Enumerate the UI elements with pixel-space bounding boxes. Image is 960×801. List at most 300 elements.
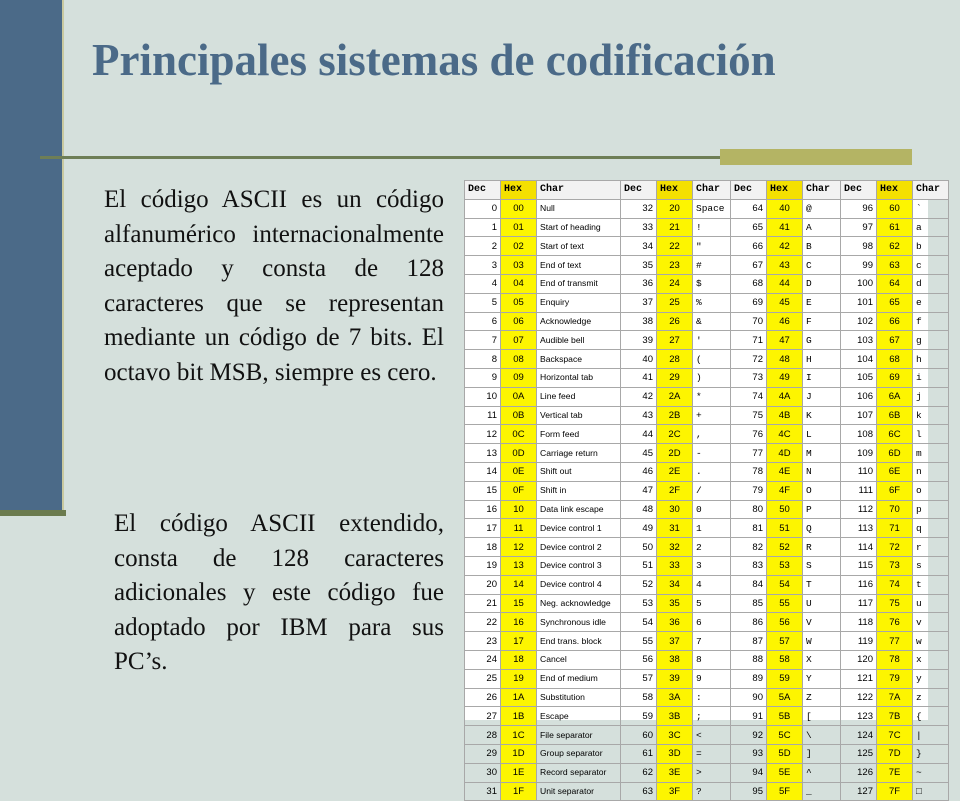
hex-cell: 4A [767, 387, 803, 406]
dec-cell: 90 [731, 688, 767, 707]
char-cell: / [693, 481, 731, 500]
dec-cell: 110 [841, 462, 877, 481]
char-cell: } [913, 744, 949, 763]
hex-cell: 14 [501, 575, 537, 594]
hex-cell: 03 [501, 256, 537, 275]
hex-cell: 26 [657, 312, 693, 331]
hex-cell: 29 [657, 368, 693, 387]
table-row [465, 481, 949, 500]
hex-cell: 7F [877, 782, 913, 801]
hex-cell: 38 [657, 650, 693, 669]
dec-cell: 124 [841, 726, 877, 745]
hex-cell: 57 [767, 632, 803, 651]
char-cell: a [913, 218, 949, 237]
dec-cell: 95 [731, 782, 767, 801]
hex-cell: 5E [767, 763, 803, 782]
dec-cell: 27 [465, 707, 501, 726]
table-row [465, 519, 949, 538]
hex-cell: 3E [657, 763, 693, 782]
char-cell: [ [803, 707, 841, 726]
dec-cell: 96 [841, 199, 877, 218]
dec-cell: 104 [841, 350, 877, 369]
char-cell: z [913, 688, 949, 707]
char-cell: Record separator [537, 763, 621, 782]
dec-cell: 102 [841, 312, 877, 331]
hex-cell: 3B [657, 707, 693, 726]
hex-cell: 56 [767, 613, 803, 632]
dec-cell: 89 [731, 669, 767, 688]
table-row [465, 425, 949, 444]
char-cell: * [693, 387, 731, 406]
dec-cell: 33 [621, 218, 657, 237]
char-cell: u [913, 594, 949, 613]
char-cell: m [913, 444, 949, 463]
char-cell: . [693, 462, 731, 481]
hex-cell: 30 [657, 500, 693, 519]
hex-cell: 3A [657, 688, 693, 707]
char-cell: 9 [693, 669, 731, 688]
dec-cell: 91 [731, 707, 767, 726]
hex-cell: 60 [877, 199, 913, 218]
dec-cell: 126 [841, 763, 877, 782]
hex-cell: 7A [877, 688, 913, 707]
hex-cell: 2D [657, 444, 693, 463]
char-cell: : [693, 688, 731, 707]
hex-cell: 01 [501, 218, 537, 237]
dec-cell: 8 [465, 350, 501, 369]
char-cell: ! [693, 218, 731, 237]
char-cell: N [803, 462, 841, 481]
hex-cell: 08 [501, 350, 537, 369]
dec-cell: 13 [465, 444, 501, 463]
char-cell: 1 [693, 519, 731, 538]
char-cell: y [913, 669, 949, 688]
char-cell: Q [803, 519, 841, 538]
hex-cell: 34 [657, 575, 693, 594]
char-cell: p [913, 500, 949, 519]
dec-cell: 60 [621, 726, 657, 745]
char-cell: b [913, 237, 949, 256]
dec-cell: 29 [465, 744, 501, 763]
dec-cell: 35 [621, 256, 657, 275]
char-cell: - [693, 444, 731, 463]
char-cell: 4 [693, 575, 731, 594]
dec-cell: 48 [621, 500, 657, 519]
char-cell: > [693, 763, 731, 782]
header-dec: Dec [621, 181, 657, 200]
hex-cell: 44 [767, 274, 803, 293]
char-cell: Null [537, 199, 621, 218]
dec-cell: 105 [841, 368, 877, 387]
hex-cell: 46 [767, 312, 803, 331]
char-cell: Device control 1 [537, 519, 621, 538]
hex-cell: 3D [657, 744, 693, 763]
dec-cell: 74 [731, 387, 767, 406]
header-char: Char [537, 181, 621, 200]
dec-cell: 84 [731, 575, 767, 594]
char-cell: w [913, 632, 949, 651]
char-cell: F [803, 312, 841, 331]
hex-cell: 52 [767, 538, 803, 557]
char-cell: Substitution [537, 688, 621, 707]
table-row [465, 406, 949, 425]
dec-cell: 59 [621, 707, 657, 726]
dec-cell: 103 [841, 331, 877, 350]
char-cell: _ [803, 782, 841, 801]
hex-cell: 66 [877, 312, 913, 331]
hex-cell: 70 [877, 500, 913, 519]
char-cell: K [803, 406, 841, 425]
char-cell: Z [803, 688, 841, 707]
dec-cell: 42 [621, 387, 657, 406]
hex-cell: 77 [877, 632, 913, 651]
char-cell: ] [803, 744, 841, 763]
dec-cell: 14 [465, 462, 501, 481]
hex-cell: 18 [501, 650, 537, 669]
char-cell: Start of text [537, 237, 621, 256]
table-row [465, 782, 949, 801]
char-cell: I [803, 368, 841, 387]
char-cell: H [803, 350, 841, 369]
char-cell: Shift in [537, 481, 621, 500]
table-row [465, 387, 949, 406]
char-cell: ( [693, 350, 731, 369]
dec-cell: 63 [621, 782, 657, 801]
char-cell: { [913, 707, 949, 726]
hex-cell: 5F [767, 782, 803, 801]
table-row [465, 594, 949, 613]
char-cell: End of transmit [537, 274, 621, 293]
dec-cell: 127 [841, 782, 877, 801]
dec-cell: 76 [731, 425, 767, 444]
hex-cell: 2B [657, 406, 693, 425]
hex-cell: 65 [877, 293, 913, 312]
char-cell: Escape [537, 707, 621, 726]
hex-cell: 76 [877, 613, 913, 632]
table-row [465, 707, 949, 726]
table-row [465, 368, 949, 387]
dec-cell: 82 [731, 538, 767, 557]
dec-cell: 72 [731, 350, 767, 369]
char-cell: 3 [693, 556, 731, 575]
char-cell: < [693, 726, 731, 745]
char-cell: i [913, 368, 949, 387]
table-row [465, 500, 949, 519]
char-cell: s [913, 556, 949, 575]
hex-cell: 62 [877, 237, 913, 256]
ascii-table [464, 180, 949, 801]
dec-cell: 101 [841, 293, 877, 312]
hex-cell: 54 [767, 575, 803, 594]
hex-cell: 0A [501, 387, 537, 406]
dec-cell: 31 [465, 782, 501, 801]
char-cell: End trans. block [537, 632, 621, 651]
dec-cell: 79 [731, 481, 767, 500]
char-cell: S [803, 556, 841, 575]
header-hex: Hex [657, 181, 693, 200]
dec-cell: 45 [621, 444, 657, 463]
dec-cell: 116 [841, 575, 877, 594]
dec-cell: 47 [621, 481, 657, 500]
char-cell: 8 [693, 650, 731, 669]
char-cell: File separator [537, 726, 621, 745]
hex-cell: 6D [877, 444, 913, 463]
char-cell: Y [803, 669, 841, 688]
table-row [465, 538, 949, 557]
dec-cell: 88 [731, 650, 767, 669]
dec-cell: 123 [841, 707, 877, 726]
char-cell: 2 [693, 538, 731, 557]
char-cell: 0 [693, 500, 731, 519]
hex-cell: 2C [657, 425, 693, 444]
hex-cell: 28 [657, 350, 693, 369]
char-cell: P [803, 500, 841, 519]
hex-cell: 05 [501, 293, 537, 312]
dec-cell: 9 [465, 368, 501, 387]
hex-cell: 0D [501, 444, 537, 463]
dec-cell: 92 [731, 726, 767, 745]
dec-cell: 122 [841, 688, 877, 707]
table-row [465, 312, 949, 331]
char-cell: A [803, 218, 841, 237]
char-cell: Line feed [537, 387, 621, 406]
hex-cell: 04 [501, 274, 537, 293]
hex-cell: 19 [501, 669, 537, 688]
slide-title: Principales sistemas de codificación [92, 35, 776, 85]
char-cell: V [803, 613, 841, 632]
char-cell: 5 [693, 594, 731, 613]
dec-cell: 39 [621, 331, 657, 350]
hex-cell: 79 [877, 669, 913, 688]
hex-cell: 36 [657, 613, 693, 632]
dec-cell: 23 [465, 632, 501, 651]
table-row [465, 293, 949, 312]
char-cell: g [913, 331, 949, 350]
char-cell: Carriage return [537, 444, 621, 463]
dec-cell: 58 [621, 688, 657, 707]
char-cell: o [913, 481, 949, 500]
hex-cell: 10 [501, 500, 537, 519]
char-cell: q [913, 519, 949, 538]
dec-cell: 121 [841, 669, 877, 688]
hex-cell: 1B [501, 707, 537, 726]
char-cell: E [803, 293, 841, 312]
dec-cell: 11 [465, 406, 501, 425]
hex-cell: 11 [501, 519, 537, 538]
dec-cell: 10 [465, 387, 501, 406]
char-cell: □ [913, 782, 949, 801]
char-cell: $ [693, 274, 731, 293]
char-cell: J [803, 387, 841, 406]
dec-cell: 106 [841, 387, 877, 406]
char-cell: O [803, 481, 841, 500]
dec-cell: 108 [841, 425, 877, 444]
hex-cell: 25 [657, 293, 693, 312]
hex-cell: 12 [501, 538, 537, 557]
table-row [465, 669, 949, 688]
char-cell: ` [913, 199, 949, 218]
hex-cell: 50 [767, 500, 803, 519]
header-char: Char [913, 181, 949, 200]
char-cell: Space [693, 199, 731, 218]
hex-cell: 13 [501, 556, 537, 575]
dec-cell: 125 [841, 744, 877, 763]
dec-cell: 56 [621, 650, 657, 669]
hex-cell: 0B [501, 406, 537, 425]
char-cell: Data link escape [537, 500, 621, 519]
table-row [465, 350, 949, 369]
dec-cell: 21 [465, 594, 501, 613]
hex-cell: 40 [767, 199, 803, 218]
dec-cell: 37 [621, 293, 657, 312]
hex-cell: 5D [767, 744, 803, 763]
dec-cell: 3 [465, 256, 501, 275]
char-cell: Synchronous idle [537, 613, 621, 632]
hex-cell: 1E [501, 763, 537, 782]
hex-cell: 3F [657, 782, 693, 801]
hex-cell: 7C [877, 726, 913, 745]
dec-cell: 16 [465, 500, 501, 519]
dec-cell: 17 [465, 519, 501, 538]
hex-cell: 55 [767, 594, 803, 613]
hex-cell: 06 [501, 312, 537, 331]
table-row [465, 744, 949, 763]
dec-cell: 57 [621, 669, 657, 688]
char-cell: 6 [693, 613, 731, 632]
table-row [465, 256, 949, 275]
extended-ascii-description: El código ASCII extendido, consta de 128 caracteres adicionales y este código fue adoptado por IBM para sus PC’s. [114, 510, 444, 675]
hex-cell: 35 [657, 594, 693, 613]
hex-cell: 78 [877, 650, 913, 669]
char-cell: Audible bell [537, 331, 621, 350]
hex-cell: 1A [501, 688, 537, 707]
char-cell: ' [693, 331, 731, 350]
hex-cell: 6E [877, 462, 913, 481]
dec-cell: 68 [731, 274, 767, 293]
hex-cell: 32 [657, 538, 693, 557]
header-hex: Hex [877, 181, 913, 200]
dec-cell: 46 [621, 462, 657, 481]
char-cell: Enquiry [537, 293, 621, 312]
hex-cell: 4C [767, 425, 803, 444]
dec-cell: 6 [465, 312, 501, 331]
ascii-table-body [465, 199, 949, 801]
dec-cell: 15 [465, 481, 501, 500]
hex-cell: 07 [501, 331, 537, 350]
hex-cell: 61 [877, 218, 913, 237]
dec-cell: 73 [731, 368, 767, 387]
char-cell: x [913, 650, 949, 669]
hex-cell: 2E [657, 462, 693, 481]
hex-cell: 7D [877, 744, 913, 763]
dec-cell: 86 [731, 613, 767, 632]
dec-cell: 118 [841, 613, 877, 632]
hex-cell: 47 [767, 331, 803, 350]
char-cell: D [803, 274, 841, 293]
hex-cell: 64 [877, 274, 913, 293]
hex-cell: 15 [501, 594, 537, 613]
title-underline-accent [720, 149, 912, 165]
hex-cell: 42 [767, 237, 803, 256]
hex-cell: 7B [877, 707, 913, 726]
dec-cell: 99 [841, 256, 877, 275]
dec-cell: 28 [465, 726, 501, 745]
dec-cell: 51 [621, 556, 657, 575]
dec-cell: 52 [621, 575, 657, 594]
hex-cell: 49 [767, 368, 803, 387]
char-cell: # [693, 256, 731, 275]
table-row [465, 726, 949, 745]
hex-cell: 5C [767, 726, 803, 745]
hex-cell: 31 [657, 519, 693, 538]
char-cell: End of text [537, 256, 621, 275]
char-cell: Form feed [537, 425, 621, 444]
dec-cell: 64 [731, 199, 767, 218]
hex-cell: 1C [501, 726, 537, 745]
char-cell: ~ [913, 763, 949, 782]
hex-cell: 6F [877, 481, 913, 500]
hex-cell: 0C [501, 425, 537, 444]
char-cell: C [803, 256, 841, 275]
hex-cell: 6C [877, 425, 913, 444]
hex-cell: 2A [657, 387, 693, 406]
hex-cell: 4F [767, 481, 803, 500]
dec-cell: 20 [465, 575, 501, 594]
dec-cell: 55 [621, 632, 657, 651]
dec-cell: 85 [731, 594, 767, 613]
char-cell: Device control 3 [537, 556, 621, 575]
char-cell: Cancel [537, 650, 621, 669]
dec-cell: 12 [465, 425, 501, 444]
dec-cell: 40 [621, 350, 657, 369]
char-cell: f [913, 312, 949, 331]
char-cell: Start of heading [537, 218, 621, 237]
hex-cell: 24 [657, 274, 693, 293]
char-cell: @ [803, 199, 841, 218]
char-cell: W [803, 632, 841, 651]
dec-cell: 114 [841, 538, 877, 557]
hex-cell: 59 [767, 669, 803, 688]
char-cell: % [693, 293, 731, 312]
dec-cell: 25 [465, 669, 501, 688]
dec-cell: 109 [841, 444, 877, 463]
ascii-table-image [464, 180, 941, 797]
table-row [465, 331, 949, 350]
dec-cell: 4 [465, 274, 501, 293]
dec-cell: 41 [621, 368, 657, 387]
char-cell: l [913, 425, 949, 444]
dec-cell: 113 [841, 519, 877, 538]
hex-cell: 5A [767, 688, 803, 707]
hex-cell: 51 [767, 519, 803, 538]
hex-cell: 4B [767, 406, 803, 425]
hex-cell: 48 [767, 350, 803, 369]
dec-cell: 112 [841, 500, 877, 519]
hex-cell: 0F [501, 481, 537, 500]
char-cell: \ [803, 726, 841, 745]
dec-cell: 70 [731, 312, 767, 331]
dec-cell: 94 [731, 763, 767, 782]
char-cell: r [913, 538, 949, 557]
dec-cell: 22 [465, 613, 501, 632]
table-row [465, 218, 949, 237]
hex-cell: 6B [877, 406, 913, 425]
dec-cell: 34 [621, 237, 657, 256]
dec-cell: 107 [841, 406, 877, 425]
dec-cell: 32 [621, 199, 657, 218]
dec-cell: 65 [731, 218, 767, 237]
hex-cell: 71 [877, 519, 913, 538]
